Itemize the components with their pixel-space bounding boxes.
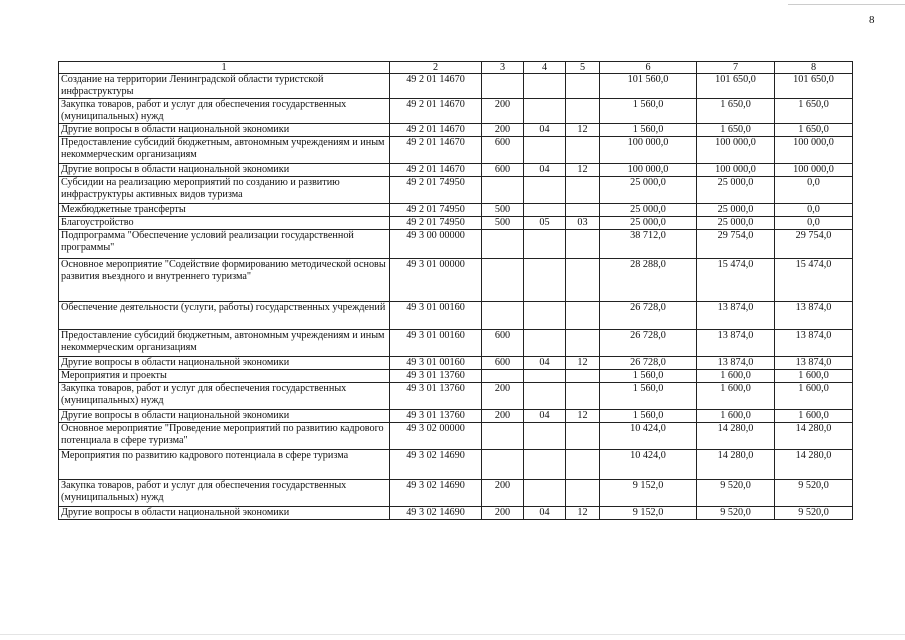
section-cell: 04 [524, 357, 566, 370]
expense-type-cell: 500 [482, 204, 524, 217]
subsection-cell: 12 [566, 357, 600, 370]
row-name-cell: Субсидии на реализацию мероприятий по созданию и развитию инфраструктуры активных видов туризма [59, 177, 390, 204]
table-row [59, 507, 853, 520]
subsection-cell: 12 [566, 507, 600, 520]
header-cell: 8 [775, 62, 853, 74]
budget-table [58, 61, 853, 520]
amount-year-1-cell: 28 288,0 [600, 259, 697, 302]
amount-year-1-cell: 9 152,0 [600, 480, 697, 507]
table-row [59, 302, 853, 330]
header-cell: 6 [600, 62, 697, 74]
target-article-code-cell: 49 3 01 00160 [390, 330, 482, 357]
target-article-code-cell: 49 3 00 00000 [390, 230, 482, 259]
amount-year-3-cell: 100 000,0 [775, 137, 853, 164]
section-cell [524, 370, 566, 383]
target-article-code-cell: 49 2 01 14670 [390, 99, 482, 124]
amount-year-3-cell: 0,0 [775, 204, 853, 217]
section-cell [524, 330, 566, 357]
subsection-cell: 12 [566, 124, 600, 137]
amount-year-2-cell: 1 650,0 [697, 124, 775, 137]
expense-type-cell [482, 74, 524, 99]
header-cell: 1 [59, 62, 390, 74]
target-article-code-cell: 49 2 01 14670 [390, 164, 482, 177]
amount-year-3-cell: 13 874,0 [775, 357, 853, 370]
target-article-code-cell: 49 3 02 14690 [390, 507, 482, 520]
amount-year-1-cell: 25 000,0 [600, 217, 697, 230]
row-name-cell: Межбюджетные трансферты [59, 204, 390, 217]
header-cell: 2 [390, 62, 482, 74]
amount-year-1-cell: 38 712,0 [600, 230, 697, 259]
amount-year-2-cell: 1 600,0 [697, 410, 775, 423]
amount-year-2-cell: 9 520,0 [697, 507, 775, 520]
column-number-header [59, 62, 853, 74]
section-cell: 04 [524, 410, 566, 423]
amount-year-2-cell: 15 474,0 [697, 259, 775, 302]
row-name-cell: Другие вопросы в области национальной экономики [59, 164, 390, 177]
section-cell [524, 302, 566, 330]
section-cell [524, 383, 566, 410]
amount-year-1-cell: 101 560,0 [600, 74, 697, 99]
target-article-code-cell: 49 3 01 00160 [390, 357, 482, 370]
target-article-code-cell: 49 3 02 14690 [390, 450, 482, 480]
target-article-code-cell: 49 3 02 14690 [390, 480, 482, 507]
amount-year-2-cell: 13 874,0 [697, 357, 775, 370]
amount-year-2-cell: 100 000,0 [697, 137, 775, 164]
amount-year-1-cell: 26 728,0 [600, 330, 697, 357]
subsection-cell: 03 [566, 217, 600, 230]
amount-year-2-cell: 25 000,0 [697, 177, 775, 204]
amount-year-3-cell: 13 874,0 [775, 302, 853, 330]
subsection-cell [566, 99, 600, 124]
subsection-cell [566, 230, 600, 259]
amount-year-1-cell: 25 000,0 [600, 204, 697, 217]
target-article-code-cell: 49 3 01 13760 [390, 410, 482, 423]
target-article-code-cell: 49 3 01 00000 [390, 259, 482, 302]
expense-type-cell [482, 230, 524, 259]
amount-year-3-cell: 9 520,0 [775, 507, 853, 520]
header-cell: 7 [697, 62, 775, 74]
subsection-cell [566, 480, 600, 507]
subsection-cell [566, 74, 600, 99]
amount-year-1-cell: 26 728,0 [600, 302, 697, 330]
expense-type-cell: 200 [482, 480, 524, 507]
table-row [59, 230, 853, 259]
table-row [59, 259, 853, 302]
section-cell [524, 230, 566, 259]
amount-year-3-cell: 9 520,0 [775, 480, 853, 507]
amount-year-2-cell: 101 650,0 [697, 74, 775, 99]
target-article-code-cell: 49 3 01 13760 [390, 370, 482, 383]
row-name-cell: Подпрограмма "Обеспечение условий реализации государственной программы" [59, 230, 390, 259]
section-cell: 04 [524, 164, 566, 177]
table-row [59, 217, 853, 230]
page-number: 8 [869, 14, 875, 26]
subsection-cell [566, 259, 600, 302]
header-cell: 5 [566, 62, 600, 74]
row-name-cell: Предоставление субсидий бюджетным, автономным учреждениям и иным некоммерческим организациям [59, 330, 390, 357]
table-row [59, 330, 853, 357]
expense-type-cell: 200 [482, 410, 524, 423]
amount-year-1-cell: 1 560,0 [600, 124, 697, 137]
row-name-cell: Мероприятия и проекты [59, 370, 390, 383]
table-row [59, 423, 853, 450]
expense-type-cell: 600 [482, 137, 524, 164]
expense-type-cell [482, 423, 524, 450]
row-name-cell: Предоставление субсидий бюджетным, автономным учреждениям и иным некоммерческим организациям [59, 137, 390, 164]
expense-type-cell [482, 177, 524, 204]
table-row [59, 99, 853, 124]
expense-type-cell [482, 450, 524, 480]
scan-artifact-top [788, 4, 905, 5]
amount-year-3-cell: 0,0 [775, 217, 853, 230]
amount-year-1-cell: 25 000,0 [600, 177, 697, 204]
amount-year-3-cell: 29 754,0 [775, 230, 853, 259]
amount-year-3-cell: 1 600,0 [775, 370, 853, 383]
target-article-code-cell: 49 2 01 74950 [390, 177, 482, 204]
subsection-cell [566, 137, 600, 164]
amount-year-1-cell: 1 560,0 [600, 410, 697, 423]
amount-year-1-cell: 26 728,0 [600, 357, 697, 370]
amount-year-1-cell: 9 152,0 [600, 507, 697, 520]
subsection-cell [566, 204, 600, 217]
amount-year-3-cell: 1 600,0 [775, 383, 853, 410]
header-cell: 4 [524, 62, 566, 74]
subsection-cell [566, 302, 600, 330]
subsection-cell [566, 177, 600, 204]
section-cell [524, 423, 566, 450]
subsection-cell: 12 [566, 410, 600, 423]
row-name-cell: Другие вопросы в области национальной экономики [59, 124, 390, 137]
table-row [59, 357, 853, 370]
table-row [59, 124, 853, 137]
row-name-cell: Закупка товаров, работ и услуг для обеспечения государственных (муниципальных) нужд [59, 99, 390, 124]
amount-year-3-cell: 1 650,0 [775, 124, 853, 137]
target-article-code-cell: 49 3 02 00000 [390, 423, 482, 450]
amount-year-3-cell: 14 280,0 [775, 423, 853, 450]
expense-type-cell: 500 [482, 217, 524, 230]
amount-year-3-cell: 14 280,0 [775, 450, 853, 480]
amount-year-3-cell: 15 474,0 [775, 259, 853, 302]
subsection-cell: 12 [566, 164, 600, 177]
row-name-cell: Другие вопросы в области национальной экономики [59, 410, 390, 423]
section-cell: 04 [524, 507, 566, 520]
amount-year-2-cell: 14 280,0 [697, 450, 775, 480]
amount-year-3-cell: 13 874,0 [775, 330, 853, 357]
section-cell [524, 450, 566, 480]
amount-year-1-cell: 10 424,0 [600, 450, 697, 480]
expense-type-cell: 600 [482, 357, 524, 370]
section-cell: 04 [524, 124, 566, 137]
subsection-cell [566, 423, 600, 450]
amount-year-1-cell: 1 560,0 [600, 383, 697, 410]
amount-year-2-cell: 13 874,0 [697, 302, 775, 330]
section-cell [524, 259, 566, 302]
section-cell [524, 74, 566, 99]
table-row [59, 410, 853, 423]
row-name-cell: Другие вопросы в области национальной экономики [59, 357, 390, 370]
table-row [59, 370, 853, 383]
target-article-code-cell: 49 3 01 00160 [390, 302, 482, 330]
amount-year-2-cell: 25 000,0 [697, 217, 775, 230]
expense-type-cell [482, 370, 524, 383]
target-article-code-cell: 49 2 01 14670 [390, 137, 482, 164]
table-row [59, 450, 853, 480]
row-name-cell: Основное мероприятие "Проведение мероприятий по развитию кадрового потенциала в сфере туризма" [59, 423, 390, 450]
amount-year-1-cell: 10 424,0 [600, 423, 697, 450]
amount-year-1-cell: 1 560,0 [600, 370, 697, 383]
row-name-cell: Другие вопросы в области национальной экономики [59, 507, 390, 520]
amount-year-1-cell: 100 000,0 [600, 164, 697, 177]
amount-year-3-cell: 101 650,0 [775, 74, 853, 99]
scan-artifact-bottom [0, 634, 905, 635]
section-cell [524, 137, 566, 164]
amount-year-2-cell: 1 650,0 [697, 99, 775, 124]
amount-year-1-cell: 1 560,0 [600, 99, 697, 124]
expense-type-cell: 200 [482, 124, 524, 137]
amount-year-2-cell: 14 280,0 [697, 423, 775, 450]
amount-year-2-cell: 1 600,0 [697, 370, 775, 383]
expense-type-cell: 200 [482, 383, 524, 410]
table-row [59, 383, 853, 410]
amount-year-2-cell: 100 000,0 [697, 164, 775, 177]
section-cell [524, 99, 566, 124]
header-cell: 3 [482, 62, 524, 74]
table-row [59, 164, 853, 177]
expense-type-cell [482, 259, 524, 302]
table-row [59, 137, 853, 164]
amount-year-2-cell: 1 600,0 [697, 383, 775, 410]
expense-type-cell [482, 302, 524, 330]
amount-year-3-cell: 100 000,0 [775, 164, 853, 177]
section-cell [524, 480, 566, 507]
target-article-code-cell: 49 2 01 74950 [390, 204, 482, 217]
target-article-code-cell: 49 2 01 14670 [390, 124, 482, 137]
section-cell: 05 [524, 217, 566, 230]
amount-year-2-cell: 29 754,0 [697, 230, 775, 259]
amount-year-2-cell: 25 000,0 [697, 204, 775, 217]
table-row [59, 204, 853, 217]
amount-year-3-cell: 0,0 [775, 177, 853, 204]
amount-year-2-cell: 13 874,0 [697, 330, 775, 357]
target-article-code-cell: 49 3 01 13760 [390, 383, 482, 410]
expense-type-cell: 600 [482, 164, 524, 177]
section-cell [524, 204, 566, 217]
expense-type-cell: 200 [482, 99, 524, 124]
amount-year-3-cell: 1 650,0 [775, 99, 853, 124]
subsection-cell [566, 370, 600, 383]
table-row [59, 177, 853, 204]
expense-type-cell: 200 [482, 507, 524, 520]
row-name-cell: Закупка товаров, работ и услуг для обеспечения государственных (муниципальных) нужд [59, 480, 390, 507]
row-name-cell: Закупка товаров, работ и услуг для обеспечения государственных (муниципальных) нужд [59, 383, 390, 410]
row-name-cell: Основное мероприятие "Содействие формированию методической основы развития въездного и внутреннего туризма" [59, 259, 390, 302]
table-row [59, 480, 853, 507]
amount-year-3-cell: 1 600,0 [775, 410, 853, 423]
amount-year-2-cell: 9 520,0 [697, 480, 775, 507]
target-article-code-cell: 49 2 01 14670 [390, 74, 482, 99]
row-name-cell: Благоустройство [59, 217, 390, 230]
row-name-cell: Создание на территории Ленинградской области туристской инфраструктуры [59, 74, 390, 99]
subsection-cell [566, 450, 600, 480]
amount-year-1-cell: 100 000,0 [600, 137, 697, 164]
target-article-code-cell: 49 2 01 74950 [390, 217, 482, 230]
row-name-cell: Обеспечение деятельности (услуги, работы) государственных учреждений [59, 302, 390, 330]
subsection-cell [566, 383, 600, 410]
section-cell [524, 177, 566, 204]
subsection-cell [566, 330, 600, 357]
row-name-cell: Мероприятия по развитию кадрового потенциала в сфере туризма [59, 450, 390, 480]
table-row [59, 74, 853, 99]
expense-type-cell: 600 [482, 330, 524, 357]
